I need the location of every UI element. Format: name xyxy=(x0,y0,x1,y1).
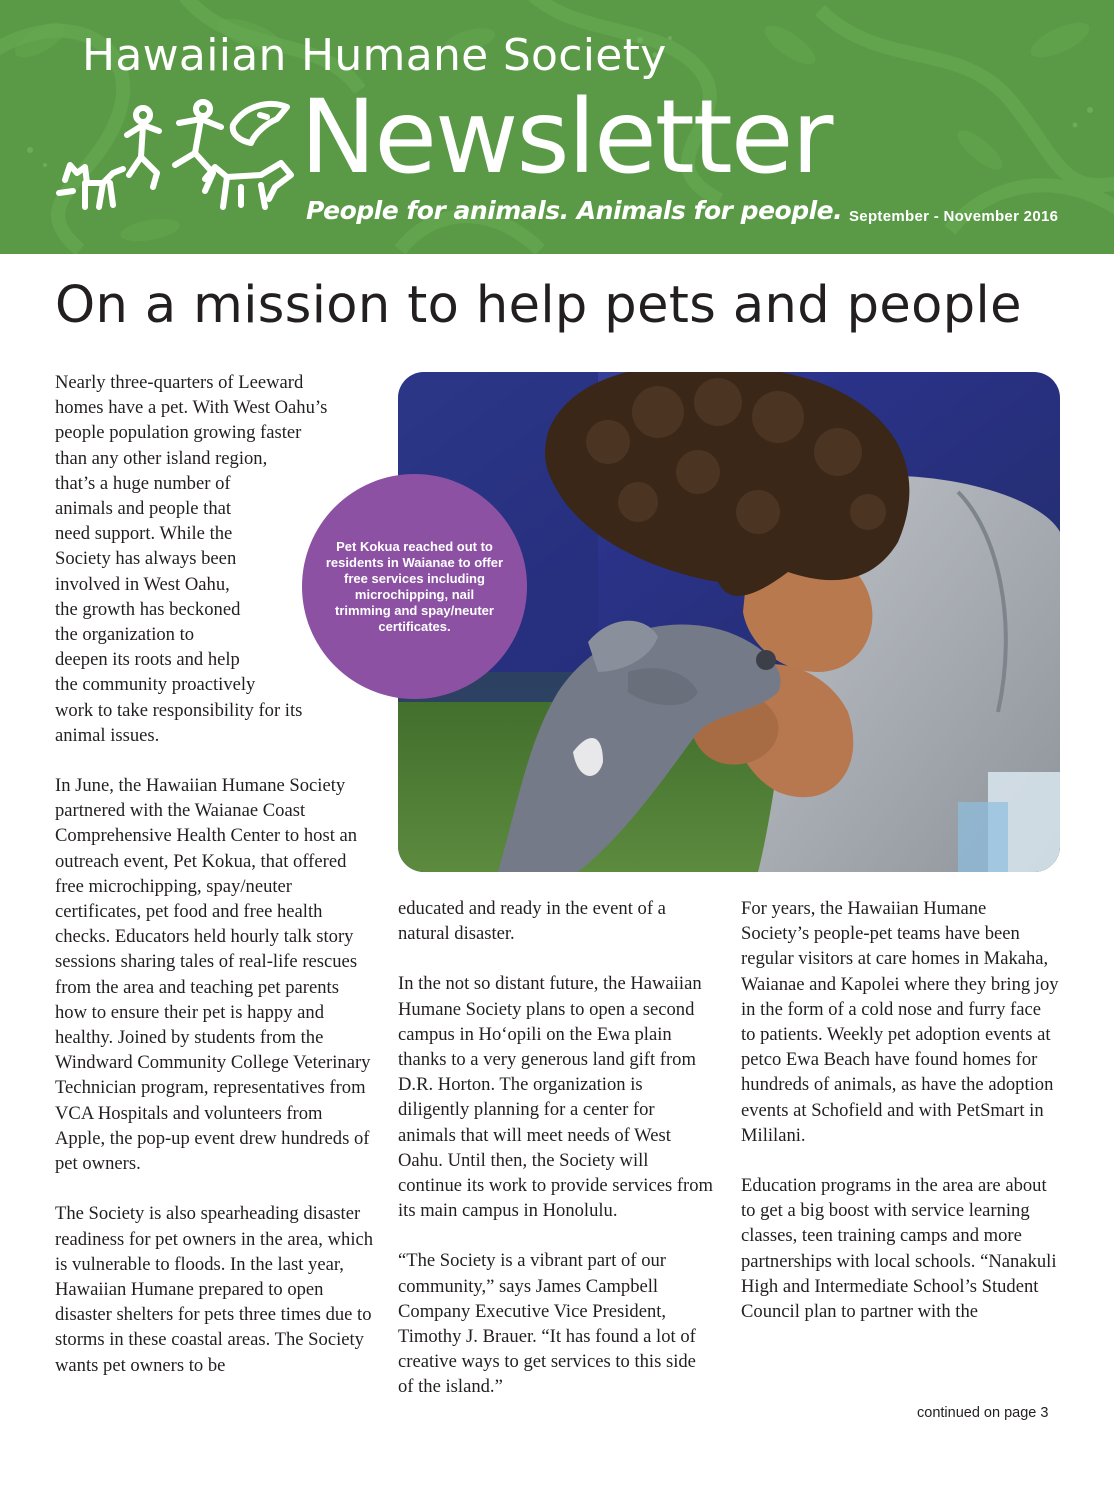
article-headline: On a mission to help pets and people xyxy=(55,276,1022,335)
paragraph-people-pet-teams: For years, the Hawaiian Humane Society’s people-pet teams have been regular visitors at care homes in Makaha, Waianae and Kapolei where they bring joy in the form of a cold nose and furry face to patients. Weekly pet adoption events at petco Ewa Beach have found homes for hundreds of animals, as have the adoption events at Schofield and with PetSmart in Mililani. xyxy=(741,898,1059,1146)
paragraph-second-campus: In the not so distant future, the Hawaiian Humane Society plans to open a second campus in Hoʻopili on the Ewa plain thanks to a very generous land gift from D.R. Horton. The organization is diligently planning for a center for animals that will meet needs of West Oahu. Until then, the Society will continue its work to provide services from its main campus in Honolulu. xyxy=(398,973,713,1222)
people-and-animals-logo-icon xyxy=(55,95,300,215)
paragraph-quote: “The Society is a vibrant part of our community,” says James Campbell Company Executive Vice President, Timothy J. Brauer. “It has found a lot of creative ways to get services to this side of the island.” xyxy=(398,1250,696,1398)
masthead xyxy=(0,0,1114,254)
text-line: the organization to xyxy=(55,624,195,646)
tagline: People for animals. Animals for people. xyxy=(306,196,843,225)
text-line: animals and people that xyxy=(55,498,232,520)
text-line: the community proactively xyxy=(55,674,256,696)
text-line: involved in West Oahu, xyxy=(55,573,230,595)
article-column-2 xyxy=(398,896,714,1425)
text-line: than any other island region, xyxy=(55,447,268,469)
text-line: people population growing faster xyxy=(55,422,302,444)
text-line: that’s a huge number of xyxy=(55,472,231,494)
text-line: the growth has beckoned xyxy=(55,598,241,620)
text-line: work to take responsibility for its xyxy=(55,699,303,721)
continued-on-page-link[interactable]: continued on page 3 xyxy=(917,1405,1049,1421)
issue-date: September - November 2016 xyxy=(849,208,1059,225)
text-line: need support. While the xyxy=(55,523,233,545)
newsletter-title: Newsletter xyxy=(300,78,832,197)
text-line: homes have a pet. With West Oahu’s xyxy=(55,397,328,419)
text-line: animal issues. xyxy=(55,724,160,746)
callout-text: Pet Kokua reached out to residents in Waianae to offer free services including microchipping, nail trimming and spay/neuter certificates. xyxy=(325,538,504,634)
paragraph-natural-disaster: educated and ready in the event of a natural disaster. xyxy=(398,898,666,945)
paragraph-pet-kokua: In June, the Hawaiian Humane Society partnered with the Waianae Coast Comprehensive Health Center to host an outreach event, Pet Kokua, that offered free microchipping, spay/neuter certificates, pet food and free health checks. Educators held hourly talk story sessions sharing tales of real-life rescues from the area and teaching pet parents how to ensure their pet is happy and healthy. Joined by students from the Windward Community College Veterinary Technician program, representatives from VCA Hospitals and volunteers from Apple, the pop-up event drew hundreds of pet owners. xyxy=(55,775,371,1175)
org-name: Hawaiian Humane Society xyxy=(82,30,667,81)
text-line: deepen its roots and help xyxy=(55,649,240,671)
text-line: Nearly three-quarters of Leeward xyxy=(55,372,304,393)
text-line: Society has always been xyxy=(55,548,237,570)
paragraph-intro xyxy=(55,370,375,748)
paragraph-education-programs: Education programs in the area are about to get a big boost with service learning classes, teen training camps and more partnerships with local schools. “Nanakuli High and Intermediate School’s Student Council plan to partner with the xyxy=(741,1175,1057,1323)
paragraph-disaster-readiness: The Society is also spearheading disaster readiness for pet owners in the area, which is vulnerable to floods. In the last year, Hawaiian Humane prepared to open disaster shelters for pets three times due to storms in these coastal areas. The Society wants pet owners to be xyxy=(55,1203,374,1376)
article-column-1 xyxy=(55,370,375,1403)
article-column-3 xyxy=(741,896,1059,1349)
